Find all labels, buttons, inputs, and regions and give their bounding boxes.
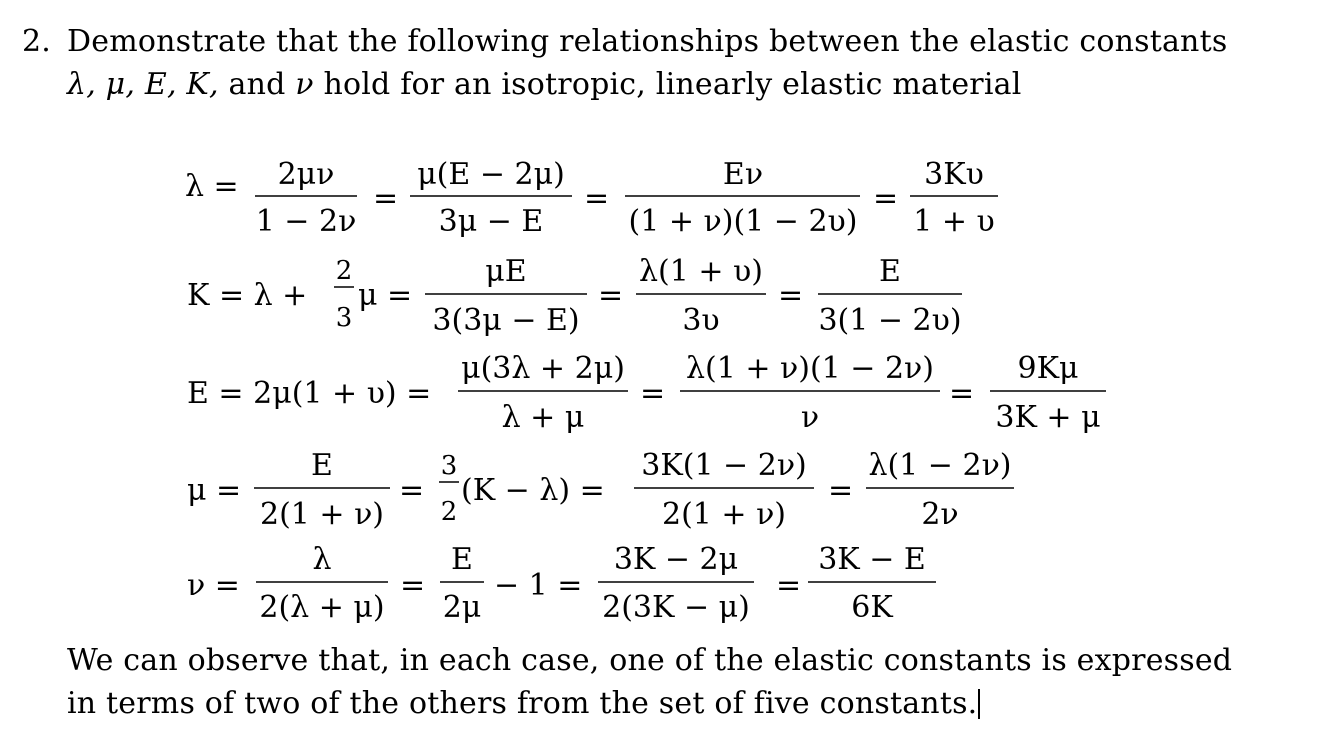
mu-paren: (K − λ) =: [461, 473, 605, 508]
nu-f1-den: 2(λ + μ): [259, 590, 385, 625]
e-f2-num: λ(1 + ν)(1 − 2ν): [686, 351, 934, 386]
k-eq1: =: [598, 278, 624, 313]
text-cursor: [978, 689, 980, 719]
k-f3-num: E: [879, 254, 901, 289]
nu-f4-den: 6K: [851, 590, 893, 625]
mu-f2-den: 2(1 + ν): [661, 497, 787, 532]
e-f3-den: 3K + μ: [995, 400, 1101, 435]
e-f2-den: ν: [800, 400, 820, 435]
k-f2-den: 3υ: [682, 303, 720, 338]
poisson-symbol: ν: [295, 67, 314, 102]
problem-number: 2.: [22, 24, 52, 59]
lambda-f4-den: 1 + υ: [913, 204, 995, 239]
conclusion-line2-wrap[interactable]: [67, 683, 980, 725]
lambda-f3-den: (1 + ν)(1 − 2υ): [628, 204, 858, 239]
nu-f2-num: E: [451, 542, 473, 577]
lambda-f2-num: μ(E − 2μ): [417, 157, 565, 192]
k-coef-den: 3: [335, 303, 353, 333]
nu-eq1: =: [400, 568, 426, 603]
mu-f1-num: E: [311, 448, 333, 483]
k-f3-den: 3(1 − 2υ): [818, 303, 962, 338]
k-f2-num: λ(1 + υ): [639, 254, 763, 289]
k-coef-num: 2: [335, 256, 353, 286]
equation-shear-modulus: [187, 448, 1014, 532]
mu-coef-num: 3: [440, 451, 458, 481]
equation-young-modulus: [187, 351, 1106, 435]
k-mu: μ =: [358, 278, 413, 313]
k-f1-den: 3(3μ − E): [432, 303, 580, 338]
mu-lhs: μ =: [187, 473, 242, 508]
equation-bulk-modulus: [187, 254, 962, 338]
lambda-f1-num: 2μν: [277, 157, 335, 192]
lambda-f3-num: Eν: [722, 157, 764, 192]
conclusion-line1: We can observe that, in each case, one of the elastic constants is expressed: [67, 643, 1233, 678]
k-lhs: K = λ +: [187, 278, 308, 313]
lambda-f4-num: 3Kυ: [924, 157, 984, 192]
nu-f4-num: 3K − E: [818, 542, 926, 577]
e-f1-num: μ(3λ + 2μ): [461, 351, 625, 386]
equation-poisson-ratio: [187, 542, 936, 625]
mu-f3-num: λ(1 − 2ν): [868, 448, 1012, 483]
e-eq1: =: [640, 376, 666, 411]
k-eq2: =: [778, 278, 804, 313]
mu-eq1: =: [399, 473, 425, 508]
nu-eq2: =: [776, 568, 802, 603]
mu-f2-num: 3K(1 − 2ν): [641, 448, 807, 483]
conclusion-line2: in terms of two of the others from the set of five constants.: [67, 686, 978, 721]
lambda-f1-den: 1 − 2ν: [255, 204, 357, 239]
lambda-lhs: λ =: [185, 169, 239, 204]
mu-coef-den: 2: [440, 497, 458, 527]
e-lhs: E = 2μ(1 + υ) =: [187, 376, 432, 411]
lambda-eq1: =: [373, 181, 399, 216]
lambda-eq2: =: [584, 181, 610, 216]
mu-eq2: =: [828, 473, 854, 508]
nu-minus-one: − 1 =: [494, 568, 583, 603]
nu-f1-num: λ: [312, 542, 332, 577]
nu-f3-den: 2(3K − μ): [602, 590, 750, 625]
e-f3-num: 9Kμ: [1017, 351, 1079, 386]
problem-text-line2: hold for an isotropic, linearly elastic material: [323, 67, 1022, 102]
nu-f3-num: 3K − 2μ: [613, 542, 739, 577]
mu-f3-den: 2ν: [921, 497, 959, 532]
k-f1-num: μE: [485, 254, 527, 289]
equation-lambda: [185, 157, 998, 239]
nu-lhs: ν =: [187, 568, 240, 603]
lambda-f2-den: 3μ − E: [438, 204, 544, 239]
problem-and: and: [228, 67, 286, 102]
lambda-eq3: =: [873, 181, 899, 216]
mu-f1-den: 2(1 + ν): [259, 497, 385, 532]
problem-text-line1: Demonstrate that the following relationships between the elastic constants: [67, 24, 1228, 59]
e-eq2: =: [949, 376, 975, 411]
e-f1-den: λ + μ: [501, 400, 585, 435]
nu-f2-den: 2μ: [442, 590, 482, 625]
constant-symbols: λ, μ, E, K,: [67, 67, 219, 102]
